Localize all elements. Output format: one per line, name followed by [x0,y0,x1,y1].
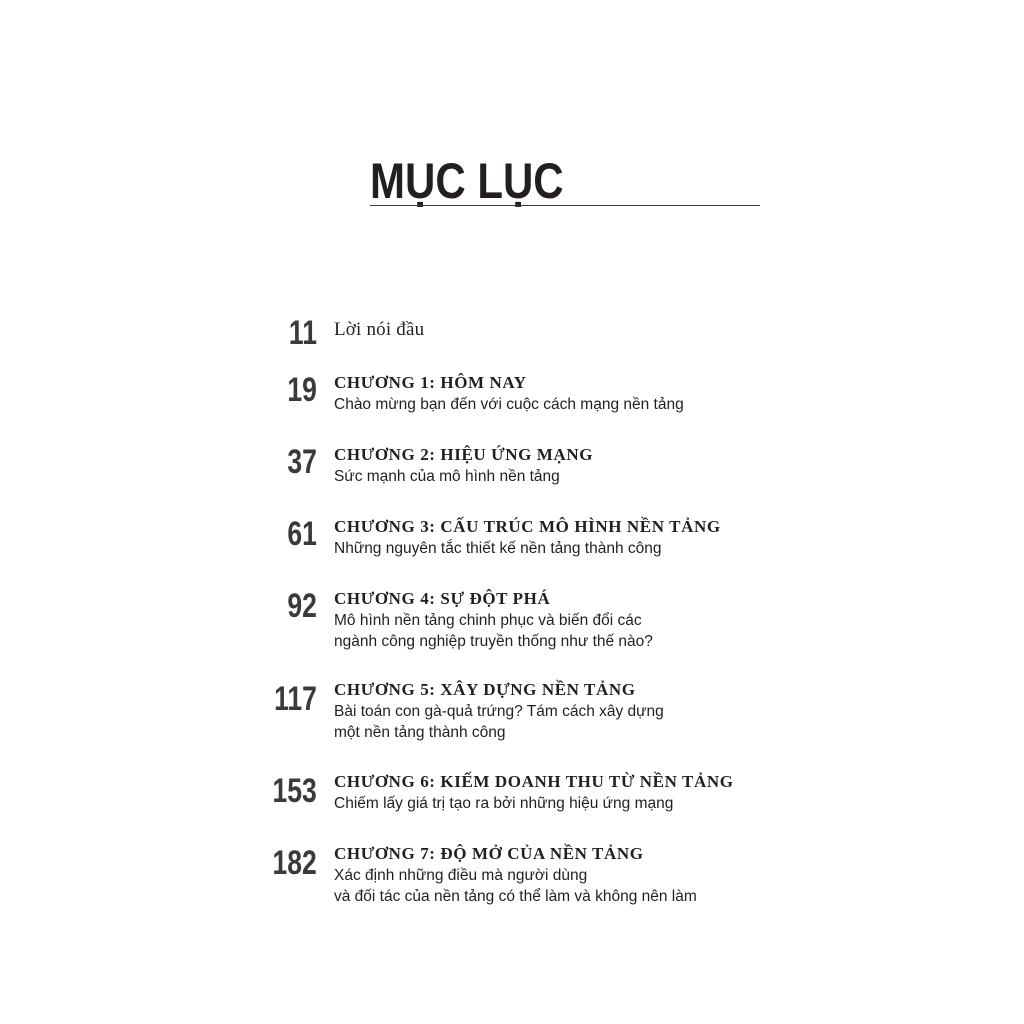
chapter-subtitle: Những nguyên tắc thiết kế nền tảng thành công [334,540,662,557]
chapter-subtitle: Chiếm lấy giá trị tạo ra bởi những hiệu ứng mạng [334,795,674,812]
page-number: 37 [287,443,317,481]
chapter-subtitle: Xác định những điều mà người dùng và đối tác của nền tảng có thể làm và không nên làm [334,867,697,905]
chapter-title: CHƯƠNG 4: SỰ ĐỘT PHÁ [334,589,551,608]
chapter-subtitle: Bài toán con gà-quả trứng? Tám cách xây dựng một nền tảng thành công [334,703,664,741]
chapter-title: CHƯƠNG 6: KIẾM DOANH THU TỪ NỀN TẢNG [334,772,734,791]
chapter-subtitle: Chào mừng bạn đến với cuộc cách mạng nền tảng [334,396,684,413]
chapter-title: CHƯƠNG 7: ĐỘ MỞ CỦA NỀN TẢNG [334,844,644,863]
chapter-title: CHƯƠNG 5: XÂY DỰNG NỀN TẢNG [334,680,636,699]
page-number: 61 [287,515,317,553]
chapter-subtitle: Mô hình nền tảng chinh phục và biến đổi các ngành công nghiệp truyền thống như thế nào? [334,612,653,650]
page-number: 11 [288,314,317,352]
chapter-title: CHƯƠNG 1: HÔM NAY [334,373,527,392]
chapter-subtitle: Sức mạnh của mô hình nền tảng [334,468,560,485]
chapter-title: CHƯƠNG 3: CẤU TRÚC MÔ HÌNH NỀN TẢNG [334,517,721,536]
entry-title: Lời nói đầu [334,319,425,340]
page-number: 153 [272,772,317,810]
chapter-title: CHƯƠNG 2: HIỆU ỨNG MẠNG [334,445,594,464]
page-number: 117 [274,680,317,718]
page-number: 182 [272,844,317,882]
page-title: MỤC LỤC [370,153,564,209]
page-number: 19 [287,371,317,409]
page-number: 92 [287,587,317,625]
